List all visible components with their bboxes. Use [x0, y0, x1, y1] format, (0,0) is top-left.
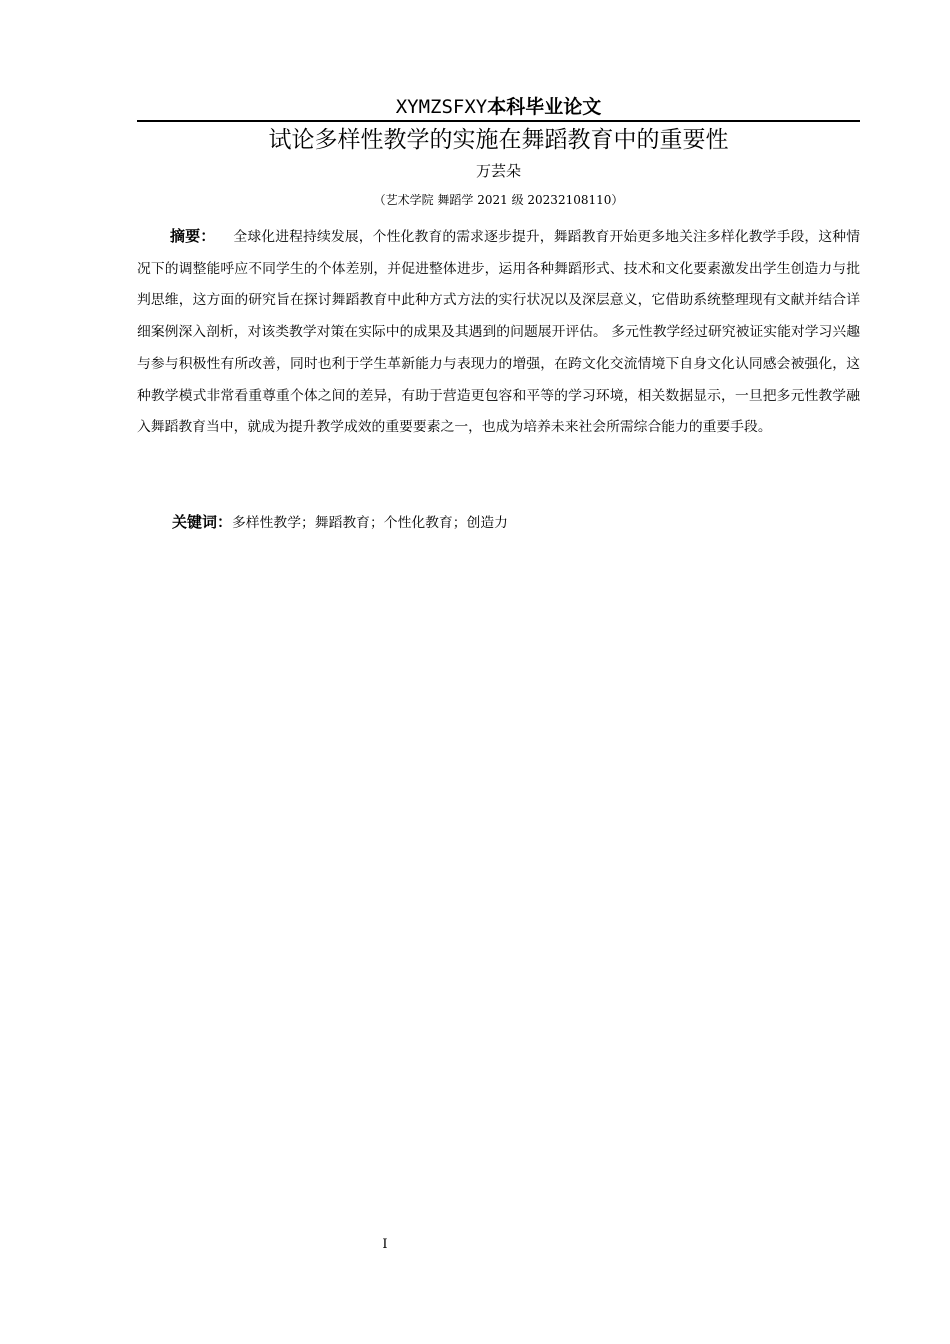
keywords-section	[172, 508, 860, 537]
abstract-label: 摘要：	[170, 227, 216, 245]
keywords-label: 关键词：	[172, 513, 233, 531]
abstract-text: 全球化进程持续发展，个性化教育的需求逐步提升，舞蹈教育开始更多地关注多样化教学手段，这种情况下的调整能呼应不同学生的个体差别，并促进整体进步，运用各种舞蹈形式、技术和文化要素激发出学生创造力与批判思维，这方面的研究旨在探讨舞蹈教育中此种方式方法的实行状况以及深层意义，它借助系统整理现有文献并结合详细案例深入剖析，对该类教学对策在实际中的成果及其遇到的问题展开评估。 多元性教学经过研究被证实能对学习兴趣与参与积极性有所改善，同时也利于学生革新能力与表现力的增强，在跨文化交流情境下自身文化认同感会被强化，这种教学模式非常看重尊重个体之间的差异，有助于营造更包容和平等的学习环境，相关数据显示，一旦把多元性教学融入舞蹈教育当中，就成为提升教学成效的重要要素之一，也成为培养未来社会所需综合能力的重要手段。	[137, 229, 860, 436]
paper-author: 万芸朵	[475, 162, 521, 180]
abstract-section	[137, 221, 860, 444]
header-code: XYMZSFXY	[395, 96, 488, 118]
paper-title: 试论多样性教学的实施在舞蹈教育中的重要性	[268, 127, 729, 153]
paper-affiliation: （艺术学院 舞蹈学 2021 级 20232108110）	[373, 193, 624, 207]
keywords-text: 多样性教学；舞蹈教育；个性化教育；创造力	[232, 515, 508, 531]
header-label: 本科毕业论文	[487, 96, 602, 118]
abstract-paragraph	[137, 221, 860, 444]
page-number: I	[382, 1237, 388, 1252]
document-header	[137, 92, 860, 122]
